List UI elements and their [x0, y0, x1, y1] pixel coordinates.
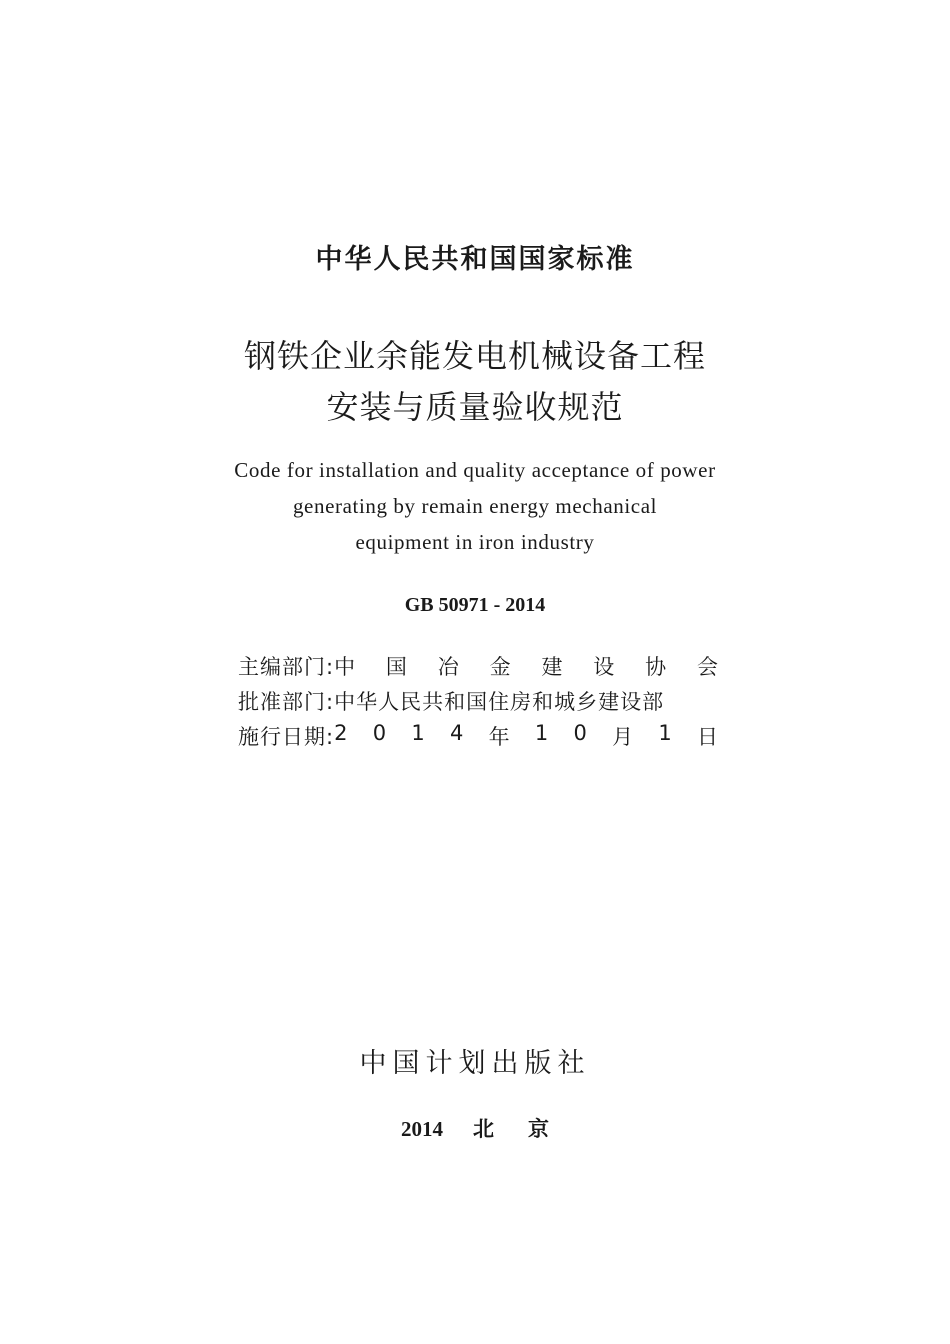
publication-place	[0, 1114, 950, 1144]
effective-date-row	[238, 718, 718, 753]
title-english-line-1: Code for installation and quality acceptance of power	[234, 458, 716, 482]
date-char: 日	[696, 724, 718, 749]
date-char: 1	[534, 720, 549, 745]
date-char: 2	[334, 720, 348, 745]
date-char: 4	[449, 720, 464, 745]
editor-char: 中	[334, 654, 356, 679]
standard-number: GB 50971 - 2014	[404, 594, 546, 616]
date-char: 1	[411, 720, 425, 745]
date-char: 月	[612, 724, 634, 749]
editor-char: 冶	[437, 654, 459, 679]
editor-char: 建	[541, 654, 563, 679]
date-char: 0	[573, 720, 587, 745]
editor-char: 会	[696, 654, 718, 679]
editor-value	[334, 651, 718, 681]
approver-row	[238, 683, 718, 718]
editor-label: 主编部门:	[238, 654, 335, 679]
effective-date-label: 施行日期:	[238, 724, 335, 749]
title-english-line-2: generating by remain energy mechanical	[292, 494, 658, 518]
publication-city: 北京	[473, 1117, 583, 1141]
info-block	[238, 648, 718, 753]
title-chinese-line-2: 安装与质量验收规范	[326, 388, 624, 426]
date-char: 0	[372, 720, 387, 745]
date-char: 1	[658, 720, 672, 745]
approver-label: 批准部门:	[238, 689, 335, 714]
editor-char: 金	[489, 654, 511, 679]
editor-row	[238, 648, 718, 683]
title-chinese-line-1: 钢铁企业余能发电机械设备工程	[243, 337, 706, 375]
title-english-line-3: equipment in iron industry	[355, 530, 595, 554]
publication-year: 2014	[401, 1117, 443, 1141]
approver-value: 中华人民共和国住房和城乡建设部	[334, 689, 665, 714]
effective-date-value	[334, 721, 718, 751]
date-char: 年	[488, 724, 510, 749]
editor-char: 协	[645, 654, 667, 679]
editor-char: 国	[385, 654, 407, 679]
publisher-name: 中国计划出版社	[359, 1048, 591, 1079]
editor-char: 设	[593, 654, 615, 679]
standard-header: 中华人民共和国国家标准	[315, 244, 635, 275]
